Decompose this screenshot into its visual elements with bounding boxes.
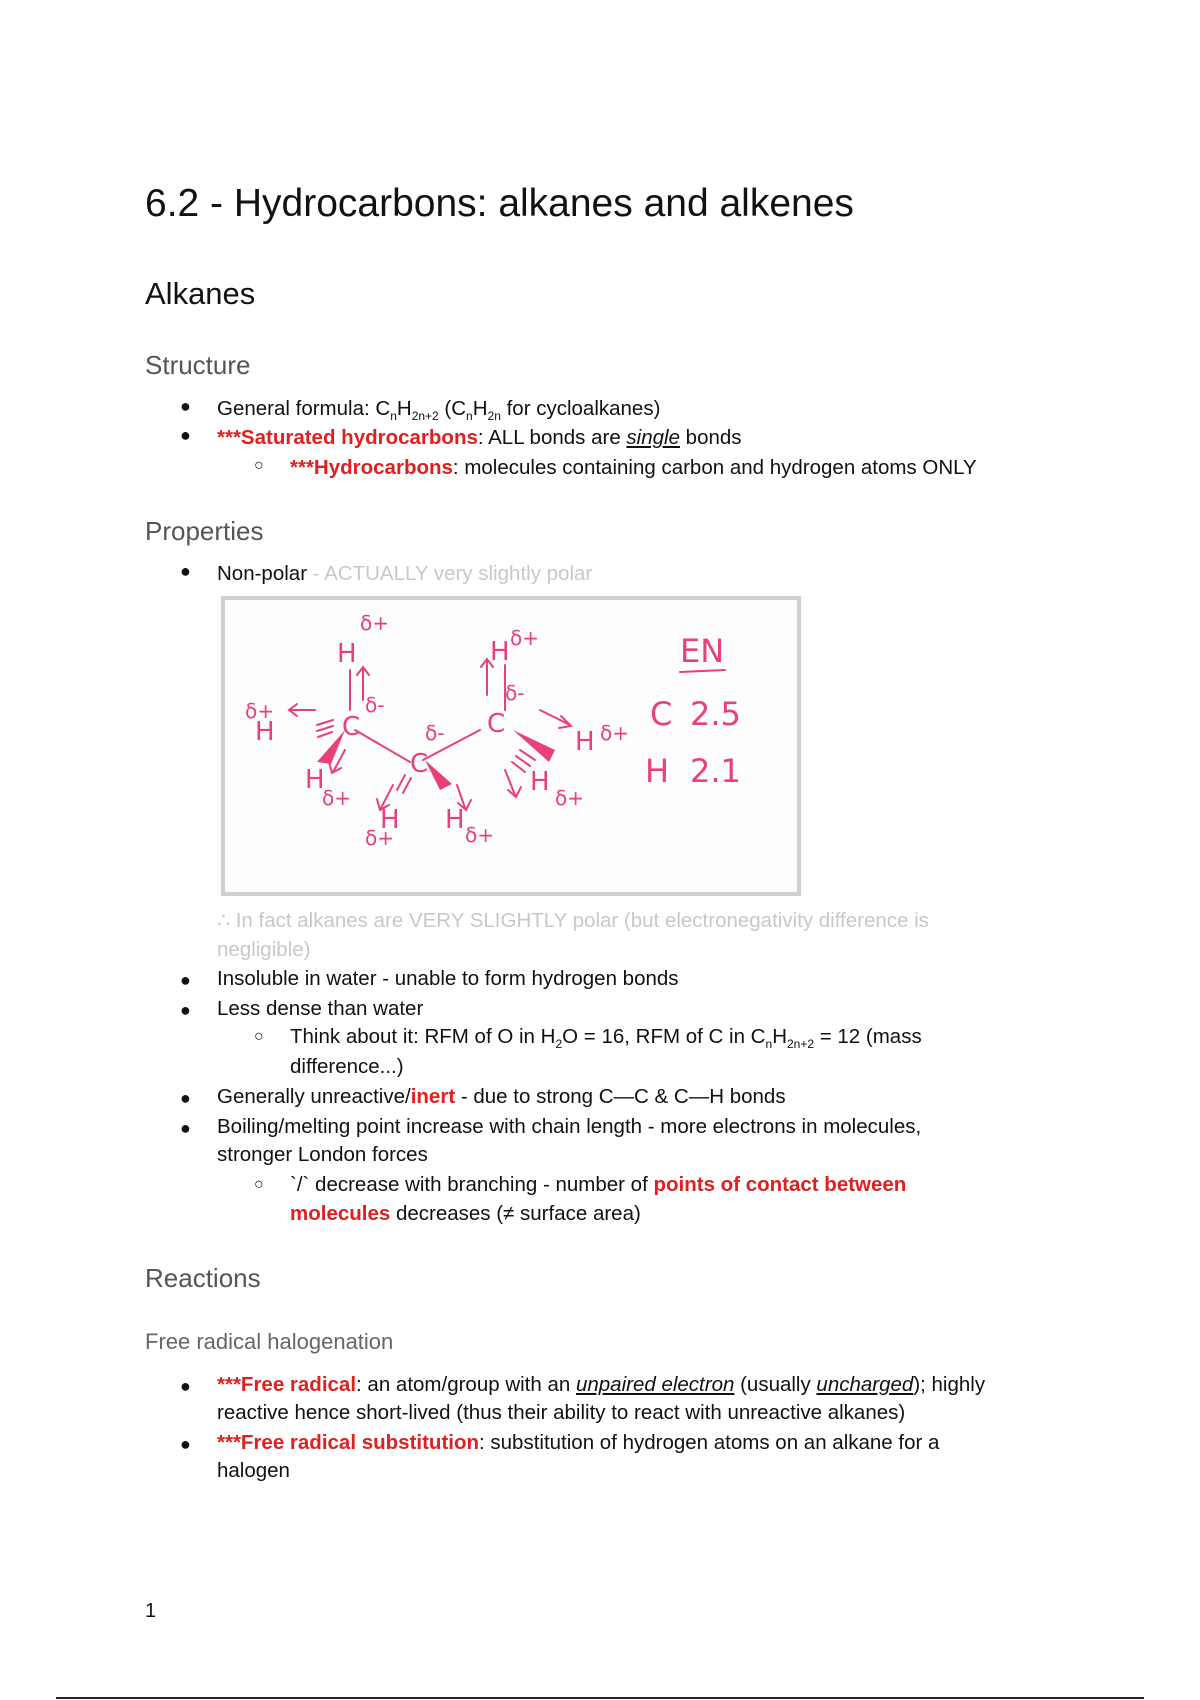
bullet-dot: ● xyxy=(180,396,191,416)
delta-plus-label: δ+ xyxy=(510,626,539,650)
hydrogen-label: H xyxy=(255,717,275,747)
en-c-label: C xyxy=(650,695,673,733)
therefore-line-1: ∴ In fact alkanes are VERY SLIGHTLY polar (but electronegativity difference is xyxy=(217,909,929,932)
hydrogen-label: H xyxy=(490,637,510,667)
unreactive-line: Generally unreactive/inert - due to strong C—C & C—H bonds xyxy=(217,1085,786,1108)
bullet-dot: ● xyxy=(180,561,191,581)
heading-reactions: Reactions xyxy=(145,1263,261,1293)
polarity-diagram xyxy=(221,596,801,896)
carbon-label: C xyxy=(410,749,429,779)
bullet-dot: ● xyxy=(180,1118,191,1138)
free-radical-substitution-line-2: halogen xyxy=(217,1459,290,1482)
en-h-label: H xyxy=(645,752,670,790)
think-about-it-line-2: difference...) xyxy=(290,1055,404,1078)
delta-plus-label: δ+ xyxy=(555,786,584,810)
therefore-line-2: negligible) xyxy=(217,938,311,961)
bullet-dot: ● xyxy=(180,970,191,990)
less-dense-line: Less dense than water xyxy=(217,997,424,1020)
delta-plus-label: δ+ xyxy=(360,611,389,635)
hydrogen-label: H xyxy=(575,727,595,757)
bullet-dot: ● xyxy=(180,425,191,445)
hydrogen-label: H xyxy=(337,639,357,669)
hydrogen-label: H xyxy=(305,765,325,795)
insoluble-line: Insoluble in water - unable to form hydrogen bonds xyxy=(217,967,679,990)
heading-structure: Structure xyxy=(145,350,251,380)
page-title: 6.2 - Hydrocarbons: alkanes and alkenes xyxy=(145,182,854,225)
bullet-dot: ● xyxy=(180,1088,191,1108)
sub-bullet-circle: ○ xyxy=(254,457,264,474)
delta-plus-label: δ+ xyxy=(365,826,394,850)
general-formula-line: General formula: $C_nH_{2n+2}$ ($C_nH_{2n}$ for cycloalkanes) xyxy=(217,397,661,424)
delta-minus-label: δ- xyxy=(505,681,525,705)
delta-plus-label: δ+ xyxy=(465,823,494,847)
hydrogen-label: H xyxy=(380,805,400,835)
delta-minus-label: δ- xyxy=(425,721,445,745)
hydrocarbons-definition-line: ***Hydrocarbons: molecules containing carbon and hydrogen atoms ONLY xyxy=(290,456,977,479)
free-radical-substitution-line-1: ***Free radical substitution: substitution of hydrogen atoms on an alkane for a xyxy=(217,1431,940,1454)
carbon-label: C xyxy=(342,712,361,742)
hydrogen-label: H xyxy=(445,805,465,835)
section-heading-alkanes: Alkanes xyxy=(145,276,256,311)
boiling-point-line-2: stronger London forces xyxy=(217,1143,428,1166)
handwritten-molecule-drawing xyxy=(225,600,797,892)
branching-line-1: `/` decrease with branching - number of points of contact between xyxy=(290,1173,907,1196)
free-radical-definition-line-2: reactive hence short-lived (thus their ability to react with unreactive alkanes) xyxy=(217,1401,906,1424)
hydrogen-label: H xyxy=(530,767,550,797)
page-bottom-divider xyxy=(56,1697,1144,1699)
nonpolar-line: Non-polar - ACTUALLY very slightly polar xyxy=(217,562,593,585)
saturated-hydrocarbons-line: ***Saturated hydrocarbons: ALL bonds are single bonds xyxy=(217,426,742,449)
sub-bullet-circle: ○ xyxy=(254,1176,264,1193)
bullet-dot: ● xyxy=(180,1000,191,1020)
bullet-dot: ● xyxy=(180,1434,191,1454)
carbon-label: C xyxy=(487,709,506,739)
en-c-value: 2.5 xyxy=(690,695,741,733)
think-about-it-line: Think about it: RFM of O in $H_2O = 16$, RFM of C in $C_nH_{2n+2} = 12$ (mass xyxy=(290,1025,922,1052)
en-h-value: 2.1 xyxy=(690,752,741,790)
delta-plus-label: δ+ xyxy=(245,699,274,723)
en-heading: EN xyxy=(680,632,725,670)
free-radical-definition-line-1: ***Free radical: an atom/group with an unpaired electron (usually uncharged); highly xyxy=(217,1373,986,1396)
bullet-dot: ● xyxy=(180,1376,191,1396)
delta-plus-label: δ+ xyxy=(600,721,629,745)
branching-line-2: molecules decreases (≠ surface area) xyxy=(290,1202,641,1225)
heading-properties: Properties xyxy=(145,516,264,546)
page-number: 1 xyxy=(145,1600,157,1622)
sub-bullet-circle: ○ xyxy=(254,1028,264,1045)
boiling-point-line-1: Boiling/melting point increase with chain length - more electrons in molecules, xyxy=(217,1115,922,1138)
delta-plus-label: δ+ xyxy=(322,786,351,810)
delta-minus-label: δ- xyxy=(365,693,385,717)
heading-free-radical-halogenation: Free radical halogenation xyxy=(145,1329,394,1354)
